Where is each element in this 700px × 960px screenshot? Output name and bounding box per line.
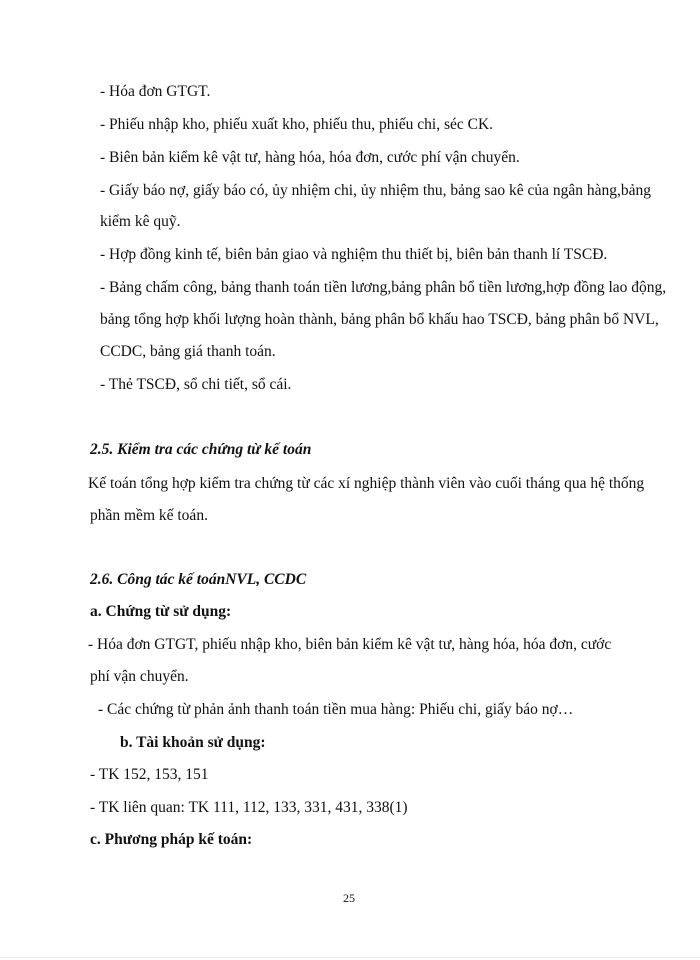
paragraph-line: Kế toán tổng hợp kiểm tra chứng từ các xí nghiệp thành viên vào cuối tháng qua hệ thống — [88, 475, 645, 492]
page-number: 25 — [343, 891, 355, 905]
subheading-b: b. Tài khoản sử dụng: — [120, 734, 266, 751]
list-item: - Phiếu nhập kho, phiếu xuất kho, phiếu thu, phiếu chi, séc CK. — [100, 116, 494, 133]
section-heading-2-5: 2.5. Kiểm tra các chứng từ kế toán — [90, 441, 312, 458]
page-bottom-edge — [0, 957, 700, 958]
list-item-continuation: phí vận chuyển. — [90, 668, 189, 685]
list-item-continuation: bảng tổng hợp khối lượng hoàn thành, bảng phân bổ khấu hao TSCĐ, bảng phân bổ NVL, — [100, 311, 659, 328]
section-heading-2-6: 2.6. Công tác kế toánNVL, CCDC — [90, 571, 307, 588]
list-item: - Các chứng từ phản ảnh thanh toán tiền mua hàng: Phiếu chi, giấy báo nợ… — [98, 701, 574, 718]
list-item: - TK 152, 153, 151 — [90, 766, 209, 783]
list-item: - Hóa đơn GTGT, phiếu nhập kho, biên bản kiểm kê vật tư, hàng hóa, hóa đơn, cước — [88, 636, 612, 653]
list-item: - Hóa đơn GTGT. — [100, 83, 211, 100]
list-item-continuation: CCDC, bảng giá thanh toán. — [100, 343, 276, 360]
list-item: - Bảng chấm công, bảng thanh toán tiền lương,bảng phân bổ tiền lương,hợp đồng lao động, — [100, 279, 667, 296]
list-item: - Giấy báo nợ, giấy báo có, ủy nhiệm chi, ủy nhiệm thu, bảng sao kê của ngân hàng,bảng — [100, 182, 651, 199]
paragraph-line: phần mềm kế toán. — [90, 507, 208, 524]
list-item: - Thẻ TSCĐ, sổ chi tiết, sổ cái. — [100, 376, 292, 393]
subheading-c: c. Phương pháp kế toán: — [90, 831, 253, 848]
subheading-a: a. Chứng từ sử dụng: — [90, 603, 232, 620]
list-item: - Hợp đồng kinh tế, biên bản giao và nghiệm thu thiết bị, biên bản thanh lí TSCĐ. — [100, 246, 608, 263]
list-item: - Biên bản kiểm kê vật tư, hàng hóa, hóa đơn, cước phí vận chuyển. — [100, 149, 520, 166]
list-item: - TK liên quan: TK 111, 112, 133, 331, 431, 338(1) — [90, 799, 408, 816]
list-item-continuation: kiểm kê quỹ. — [100, 213, 181, 230]
